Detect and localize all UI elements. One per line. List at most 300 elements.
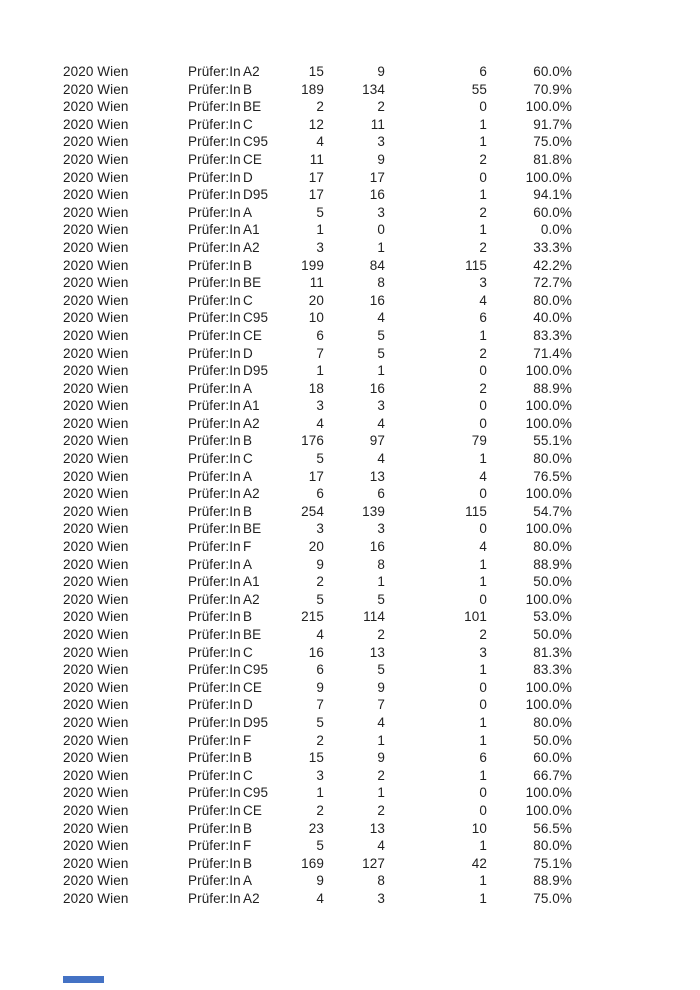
table-row	[0, 186, 700, 204]
passed-cell: 1	[377, 363, 385, 379]
pass-rate-cell: 80.0%	[533, 838, 572, 854]
total-cell: 18	[308, 380, 324, 396]
table-row	[0, 485, 700, 503]
year-city-cell: 2020 Wien	[63, 116, 129, 132]
examiner-cell: Prüfer:In	[188, 591, 241, 607]
pass-rate-cell: 100.0%	[525, 486, 572, 502]
table-row	[0, 749, 700, 767]
examiner-cell: Prüfer:In	[188, 662, 241, 678]
license-class-cell: B	[243, 433, 253, 449]
failed-cell: 0	[479, 398, 487, 414]
failed-cell: 1	[479, 732, 487, 748]
failed-cell: 4	[479, 539, 487, 555]
passed-cell: 3	[377, 204, 385, 220]
table-row	[0, 309, 700, 327]
total-cell: 6	[316, 662, 324, 678]
failed-cell: 55	[471, 81, 487, 97]
total-cell: 9	[316, 556, 324, 572]
failed-cell: 101	[464, 609, 487, 625]
pass-rate-cell: 55.1%	[533, 433, 572, 449]
license-class-cell: A2	[243, 64, 260, 79]
license-class-cell: CE	[243, 327, 262, 343]
license-class-cell: CE	[243, 802, 262, 818]
license-class-cell: BE	[243, 627, 262, 642]
table-row	[0, 661, 700, 679]
table-row	[0, 503, 700, 521]
passed-cell: 4	[377, 415, 385, 431]
examiner-cell: Prüfer:In	[188, 838, 241, 854]
license-class-cell: C	[243, 644, 253, 660]
failed-cell: 2	[479, 380, 487, 396]
license-class-cell: A2	[243, 890, 260, 906]
license-class-cell: B	[243, 609, 253, 625]
license-class-cell: A2	[243, 486, 260, 502]
examiner-cell: Prüfer:In	[188, 116, 241, 132]
pass-rate-cell: 83.3%	[533, 662, 572, 678]
table-row	[0, 767, 700, 785]
table-row	[0, 380, 700, 398]
pass-rate-cell: 94.1%	[533, 187, 572, 203]
pass-rate-cell: 72.7%	[533, 275, 572, 291]
year-city-cell: 2020 Wien	[63, 222, 129, 238]
passed-cell: 2	[377, 99, 385, 115]
examiner-cell: Prüfer:In	[188, 820, 241, 836]
year-city-cell: 2020 Wien	[63, 134, 129, 150]
table-row	[0, 362, 700, 380]
year-city-cell: 2020 Wien	[63, 521, 129, 537]
failed-cell: 1	[479, 838, 487, 854]
license-class-cell: BE	[243, 521, 262, 537]
license-class-cell: BE	[243, 99, 262, 115]
failed-cell: 1	[479, 662, 487, 678]
passed-cell: 1	[377, 785, 385, 801]
passed-cell: 84	[369, 257, 385, 273]
examiner-cell: Prüfer:In	[188, 327, 241, 343]
passed-cell: 5	[377, 345, 385, 361]
license-class-cell: A	[243, 873, 253, 889]
passed-cell: 1	[377, 239, 385, 255]
passed-cell: 2	[377, 627, 385, 642]
license-class-cell: C	[243, 767, 253, 783]
license-class-cell: BE	[243, 275, 262, 291]
passed-cell: 3	[377, 398, 385, 414]
year-city-cell: 2020 Wien	[63, 662, 129, 678]
table-row	[0, 820, 700, 838]
table-row	[0, 345, 700, 363]
examiner-cell: Prüfer:In	[188, 714, 241, 730]
year-city-cell: 2020 Wien	[63, 820, 129, 836]
license-class-cell: D	[243, 345, 253, 361]
table-row	[0, 292, 700, 310]
total-cell: 15	[308, 64, 324, 79]
passed-cell: 9	[377, 750, 385, 766]
passed-cell: 1	[377, 574, 385, 590]
pass-rate-cell: 75.1%	[533, 855, 572, 871]
year-city-cell: 2020 Wien	[63, 257, 129, 273]
pass-rate-cell: 80.0%	[533, 714, 572, 730]
examiner-cell: Prüfer:In	[188, 785, 241, 801]
pass-rate-cell: 80.0%	[533, 451, 572, 467]
license-class-cell: A2	[243, 415, 260, 431]
year-city-cell: 2020 Wien	[63, 591, 129, 607]
year-city-cell: 2020 Wien	[63, 64, 129, 79]
failed-cell: 0	[479, 363, 487, 379]
total-cell: 11	[309, 151, 324, 167]
failed-cell: 6	[479, 64, 487, 79]
failed-cell: 0	[479, 785, 487, 801]
total-cell: 6	[316, 327, 324, 343]
failed-cell: 2	[479, 204, 487, 220]
total-cell: 17	[308, 169, 324, 185]
partial-blue-bar	[63, 976, 104, 983]
examiner-cell: Prüfer:In	[188, 873, 241, 889]
license-class-cell: A	[243, 204, 253, 220]
examiner-cell: Prüfer:In	[188, 697, 241, 713]
failed-cell: 1	[479, 116, 487, 132]
table-row	[0, 468, 700, 486]
year-city-cell: 2020 Wien	[63, 81, 129, 97]
license-class-cell: A	[243, 468, 253, 484]
failed-cell: 0	[479, 99, 487, 115]
table-row	[0, 608, 700, 626]
total-cell: 17	[308, 187, 324, 203]
license-class-cell: F	[243, 732, 252, 748]
license-class-cell: CE	[243, 151, 262, 167]
year-city-cell: 2020 Wien	[63, 609, 129, 625]
pass-rate-cell: 80.0%	[533, 292, 572, 308]
passed-cell: 9	[377, 151, 385, 167]
total-cell: 3	[316, 521, 324, 537]
examiner-cell: Prüfer:In	[188, 503, 241, 519]
total-cell: 16	[308, 644, 324, 660]
pass-rate-cell: 42.2%	[533, 257, 572, 273]
total-cell: 6	[316, 486, 324, 502]
year-city-cell: 2020 Wien	[63, 380, 129, 396]
year-city-cell: 2020 Wien	[63, 398, 129, 414]
passed-cell: 4	[377, 838, 385, 854]
examiner-cell: Prüfer:In	[188, 134, 241, 150]
pass-rate-cell: 80.0%	[533, 539, 572, 555]
license-class-cell: CE	[243, 679, 262, 695]
table-row	[0, 520, 700, 538]
year-city-cell: 2020 Wien	[63, 838, 129, 854]
examiner-cell: Prüfer:In	[188, 468, 241, 484]
passed-cell: 4	[377, 714, 385, 730]
total-cell: 2	[316, 732, 324, 748]
examiner-cell: Prüfer:In	[188, 539, 241, 555]
total-cell: 12	[308, 116, 324, 132]
failed-cell: 3	[479, 644, 487, 660]
license-class-cell: D95	[243, 714, 269, 730]
pass-rate-cell: 53.0%	[533, 609, 572, 625]
license-class-cell: A2	[243, 239, 260, 255]
license-class-cell: D	[243, 697, 253, 713]
pass-rate-cell: 76.5%	[533, 468, 572, 484]
examiner-cell: Prüfer:In	[188, 99, 241, 115]
license-class-cell: B	[243, 503, 253, 519]
year-city-cell: 2020 Wien	[63, 204, 129, 220]
license-class-cell: B	[243, 750, 253, 766]
year-city-cell: 2020 Wien	[63, 785, 129, 801]
year-city-cell: 2020 Wien	[63, 275, 129, 291]
failed-cell: 4	[479, 468, 487, 484]
failed-cell: 0	[479, 415, 487, 431]
examiner-cell: Prüfer:In	[188, 222, 241, 238]
pass-rate-cell: 0.0%	[540, 222, 572, 238]
pass-rate-cell: 81.3%	[533, 644, 572, 660]
table-row	[0, 837, 700, 855]
pass-rate-cell: 100.0%	[525, 785, 572, 801]
failed-cell: 2	[479, 239, 487, 255]
table-row	[0, 98, 700, 116]
examiner-cell: Prüfer:In	[188, 363, 241, 379]
year-city-cell: 2020 Wien	[63, 327, 129, 343]
failed-cell: 1	[479, 873, 487, 889]
examiner-cell: Prüfer:In	[188, 855, 241, 871]
pass-rate-cell: 100.0%	[525, 415, 572, 431]
license-class-cell: F	[243, 838, 252, 854]
total-cell: 20	[308, 292, 324, 308]
pass-rate-cell: 81.8%	[533, 151, 572, 167]
failed-cell: 1	[479, 714, 487, 730]
failed-cell: 0	[479, 521, 487, 537]
examiner-cell: Prüfer:In	[188, 767, 241, 783]
year-city-cell: 2020 Wien	[63, 345, 129, 361]
year-city-cell: 2020 Wien	[63, 574, 129, 590]
table-row	[0, 714, 700, 732]
pass-rate-cell: 100.0%	[525, 802, 572, 818]
license-class-cell: A1	[243, 398, 260, 414]
year-city-cell: 2020 Wien	[63, 486, 129, 502]
pass-rate-cell: 100.0%	[525, 591, 572, 607]
passed-cell: 13	[369, 644, 385, 660]
failed-cell: 6	[479, 310, 487, 326]
year-city-cell: 2020 Wien	[63, 802, 129, 818]
year-city-cell: 2020 Wien	[63, 679, 129, 695]
examiner-cell: Prüfer:In	[188, 679, 241, 695]
license-class-cell: C95	[243, 134, 269, 150]
passed-cell: 114	[363, 609, 385, 625]
passed-cell: 8	[377, 275, 385, 291]
total-cell: 5	[316, 591, 324, 607]
passed-cell: 9	[377, 679, 385, 695]
table-row	[0, 556, 700, 574]
examiner-cell: Prüfer:In	[188, 310, 241, 326]
year-city-cell: 2020 Wien	[63, 415, 129, 431]
pass-rate-cell: 88.9%	[533, 380, 572, 396]
total-cell: 199	[301, 257, 324, 273]
passed-cell: 2	[377, 802, 385, 818]
examiner-cell: Prüfer:In	[188, 169, 241, 185]
examiner-cell: Prüfer:In	[188, 345, 241, 361]
year-city-cell: 2020 Wien	[63, 556, 129, 572]
passed-cell: 16	[369, 380, 385, 396]
examiner-cell: Prüfer:In	[188, 627, 241, 642]
passed-cell: 13	[369, 468, 385, 484]
passed-cell: 6	[377, 486, 385, 502]
pass-rate-cell: 70.9%	[533, 81, 572, 97]
pass-rate-cell: 50.0%	[533, 732, 572, 748]
failed-cell: 79	[471, 433, 487, 449]
passed-cell: 5	[377, 327, 385, 343]
table-row	[0, 890, 700, 908]
table-row	[0, 573, 700, 591]
passed-cell: 3	[377, 134, 385, 150]
passed-cell: 8	[377, 556, 385, 572]
year-city-cell: 2020 Wien	[63, 750, 129, 766]
total-cell: 5	[316, 714, 324, 730]
table-row	[0, 63, 700, 81]
examiner-cell: Prüfer:In	[188, 574, 241, 590]
examiner-cell: Prüfer:In	[188, 275, 241, 291]
examiner-cell: Prüfer:In	[188, 451, 241, 467]
examiner-cell: Prüfer:In	[188, 890, 241, 906]
table-row	[0, 872, 700, 890]
total-cell: 15	[308, 750, 324, 766]
table-row	[0, 696, 700, 714]
examiner-cell: Prüfer:In	[188, 204, 241, 220]
license-class-cell: A	[243, 380, 253, 396]
table-row	[0, 626, 700, 644]
total-cell: 23	[308, 820, 324, 836]
failed-cell: 2	[479, 627, 487, 642]
failed-cell: 0	[479, 679, 487, 695]
license-class-cell: F	[243, 539, 252, 555]
examiner-cell: Prüfer:In	[188, 64, 241, 79]
total-cell: 4	[316, 627, 324, 642]
pass-rate-cell: 71.4%	[533, 345, 572, 361]
examiner-cell: Prüfer:In	[188, 380, 241, 396]
pass-rate-cell: 56.5%	[533, 820, 572, 836]
table-row	[0, 116, 700, 134]
examiner-cell: Prüfer:In	[188, 81, 241, 97]
pass-rate-cell: 75.0%	[533, 890, 572, 906]
pass-rate-cell: 100.0%	[525, 697, 572, 713]
table-row	[0, 802, 700, 820]
license-class-cell: C95	[243, 310, 269, 326]
failed-cell: 42	[471, 855, 487, 871]
total-cell: 189	[301, 81, 324, 97]
passed-cell: 3	[377, 890, 385, 906]
table-row	[0, 591, 700, 609]
passed-cell: 1	[377, 732, 385, 748]
failed-cell: 115	[465, 503, 487, 519]
examiner-cell: Prüfer:In	[188, 521, 241, 537]
table-row	[0, 644, 700, 662]
failed-cell: 10	[471, 820, 487, 836]
table-row	[0, 169, 700, 187]
failed-cell: 0	[479, 802, 487, 818]
year-city-cell: 2020 Wien	[63, 697, 129, 713]
license-class-cell: D95	[243, 187, 269, 203]
table-row	[0, 274, 700, 292]
failed-cell: 1	[479, 574, 487, 590]
total-cell: 1	[316, 785, 324, 801]
total-cell: 20	[308, 539, 324, 555]
pass-rate-cell: 91.7%	[533, 116, 572, 132]
pass-rate-cell: 100.0%	[525, 521, 572, 537]
table-row	[0, 397, 700, 415]
pass-rate-cell: 40.0%	[533, 310, 572, 326]
passed-cell: 139	[362, 503, 385, 519]
failed-cell: 0	[479, 486, 487, 502]
passed-cell: 11	[370, 116, 385, 132]
license-class-cell: A1	[243, 222, 260, 238]
year-city-cell: 2020 Wien	[63, 239, 129, 255]
year-city-cell: 2020 Wien	[63, 855, 129, 871]
table-row	[0, 257, 700, 275]
total-cell: 5	[316, 451, 324, 467]
examiner-cell: Prüfer:In	[188, 486, 241, 502]
year-city-cell: 2020 Wien	[63, 187, 129, 203]
total-cell: 9	[316, 873, 324, 889]
passed-cell: 0	[377, 222, 385, 238]
examiner-cell: Prüfer:In	[188, 750, 241, 766]
table-row	[0, 221, 700, 239]
license-class-cell: C95	[243, 662, 269, 678]
table-row	[0, 538, 700, 556]
failed-cell: 2	[479, 345, 487, 361]
passed-cell: 16	[369, 539, 385, 555]
table-row	[0, 732, 700, 750]
passed-cell: 2	[377, 767, 385, 783]
year-city-cell: 2020 Wien	[63, 644, 129, 660]
total-cell: 7	[316, 697, 324, 713]
table-row	[0, 327, 700, 345]
total-cell: 254	[301, 503, 324, 519]
year-city-cell: 2020 Wien	[63, 433, 129, 449]
pass-rate-cell: 100.0%	[525, 99, 572, 115]
passed-cell: 134	[362, 81, 385, 97]
failed-cell: 1	[479, 187, 487, 203]
year-city-cell: 2020 Wien	[63, 714, 129, 730]
total-cell: 5	[316, 838, 324, 854]
total-cell: 17	[308, 468, 324, 484]
license-class-cell: C	[243, 116, 253, 132]
table-row	[0, 81, 700, 99]
passed-cell: 97	[369, 433, 385, 449]
license-class-cell: D95	[243, 363, 269, 379]
table-row	[0, 679, 700, 697]
year-city-cell: 2020 Wien	[63, 873, 129, 889]
passed-cell: 16	[369, 292, 385, 308]
license-class-cell: A2	[243, 591, 260, 607]
passed-cell: 17	[369, 169, 385, 185]
pass-rate-cell: 60.0%	[533, 750, 572, 766]
total-cell: 1	[316, 363, 324, 379]
license-class-cell: C95	[243, 785, 269, 801]
pass-rate-cell: 50.0%	[533, 627, 572, 642]
failed-cell: 0	[479, 169, 487, 185]
license-class-cell: C	[243, 292, 253, 308]
table-row	[0, 855, 700, 873]
total-cell: 2	[316, 802, 324, 818]
table-row	[0, 450, 700, 468]
failed-cell: 1	[479, 327, 487, 343]
year-city-cell: 2020 Wien	[63, 732, 129, 748]
examiner-cell: Prüfer:In	[188, 732, 241, 748]
pass-rate-cell: 33.3%	[533, 239, 572, 255]
pass-rate-cell: 50.0%	[533, 574, 572, 590]
total-cell: 9	[316, 679, 324, 695]
total-cell: 4	[316, 890, 324, 906]
total-cell: 1	[316, 222, 324, 238]
license-class-cell: B	[243, 257, 253, 273]
license-class-cell: D	[243, 169, 253, 185]
license-class-cell: B	[243, 855, 253, 871]
year-city-cell: 2020 Wien	[63, 310, 129, 326]
failed-cell: 1	[479, 134, 487, 150]
